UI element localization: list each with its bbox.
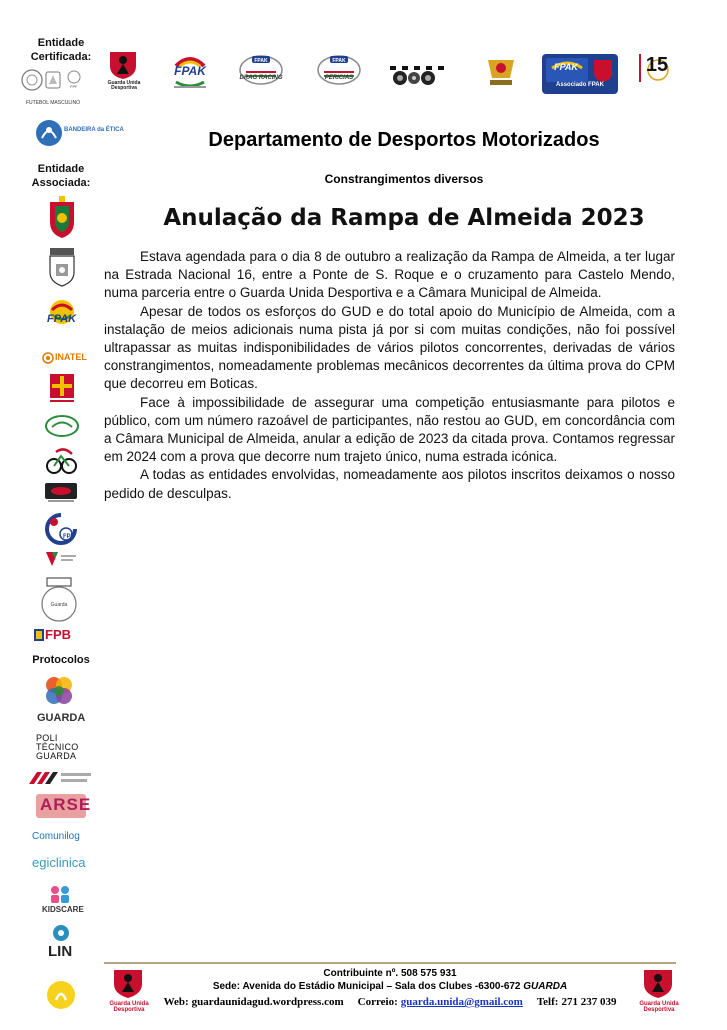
footer-sede <box>150 980 630 994</box>
politecnico-guarda-logo: POLI TÉCNICO GUARDA <box>36 733 79 761</box>
dark-badge-logo <box>44 482 78 504</box>
guarda-unida-desportiva-logo <box>106 50 140 80</box>
svg-text:FPAK: FPAK <box>254 58 268 64</box>
fpak-caption: FPAK <box>47 313 77 325</box>
fpak-associado-logo <box>542 54 618 94</box>
escola-logo <box>28 770 94 786</box>
fpb-logo: FPB <box>45 627 71 642</box>
guarda-crest-outline <box>38 576 80 622</box>
kidscare-icon <box>48 884 72 904</box>
futebol-masculino-caption: FUTEBOL MASCULINO <box>26 100 80 106</box>
header-logo-strip <box>104 46 704 98</box>
svg-text:FPAK: FPAK <box>332 58 346 64</box>
guarda-municipal-crest <box>47 248 77 288</box>
footer-contact <box>150 967 630 1010</box>
portugal-federation-crest <box>46 196 78 240</box>
fpak-associado-mark: FPAK <box>554 62 578 72</box>
document-subtitle: Constrangimentos diversos <box>324 172 484 186</box>
comunilog-logo: Comunilog <box>32 831 80 842</box>
paragraph: Face à impossibilidade de assegurar uma competição entusiasmante para pilotos e público, com um número razoável de participantes, não restou ao GUD, em concordância com a Câmara Municipal de Almeida, anular a edição de 2023 da citada prova. Contamos regressar em 2024 com a prova que decorre num trajeto único, numa estrada icónica. <box>104 394 675 465</box>
inatel-logo: INATEL <box>55 352 87 362</box>
associated-heading: Entidade Associada: <box>31 163 91 189</box>
fpp-logo: FPP <box>63 534 75 540</box>
paragraph: Estava agendada para o dia 8 de outubro a realização da Rampa de Almeida, a ter lugar na Estrada Nacional 16, entre a Ponte de S. Roque e o cruzamento para Castelo Mendo, numa parceria entre o Guarda Unida Desportiva e a Câmara Municipal de Almeida. <box>104 249 675 301</box>
racing-wheels-logo <box>384 62 444 86</box>
footer-logo-left-caption: Guarda Unida Desportiva <box>109 1001 149 1013</box>
bandeira-etica-logo <box>34 118 64 148</box>
protocols-heading: Protocolos <box>32 654 90 666</box>
kidscare-logo: KIDSCARE <box>42 905 84 914</box>
footer-phone: 271 237 039 <box>561 996 617 1008</box>
inatel-icon <box>42 352 54 364</box>
gold-badge-logo <box>482 56 520 88</box>
fpak-associado-caption: Associado FPAK <box>556 82 604 88</box>
fifteen-years-caption: 15 <box>645 54 669 76</box>
futebol-masculino-logo <box>20 68 86 98</box>
municipio-da-guarda-logo <box>42 674 76 710</box>
fpak-header-caption: FPAK <box>174 64 206 78</box>
cycling-federation-logo <box>44 446 78 476</box>
fpak-pericias-caption: PERICIAS <box>324 75 354 81</box>
lin-icon <box>52 924 70 942</box>
federacao-portuguesa-de-tiro-logo <box>48 372 76 404</box>
footer-links <box>150 995 630 1010</box>
arse-logo: ARSE <box>40 795 92 814</box>
footer-phone-label: Telf: <box>536 996 559 1008</box>
paragraph: Apesar de todos os esforços do GUD e do total apoio do Município de Almeida, com a instalação de meios adicionais numa pista já por si com muitas condições, não foi possível ultrapassar as muitas indisponibilidades de vários pilotos concorrentes, derivadas de vários constrangimentos, nomeadamente problemas mecânicos decorrentes da última prova do CPM que decorreu em Boticas. <box>104 303 675 392</box>
svg-text:FPF: FPF <box>70 84 78 89</box>
footer-email-link[interactable]: guarda.unida@gmail.com <box>400 996 523 1008</box>
document-body <box>104 248 675 503</box>
svg-text:Guarda: Guarda <box>50 602 68 608</box>
yellow-circle-logo <box>46 980 76 1010</box>
footer-email-label: Correio: <box>357 996 398 1008</box>
footer-contribuinte: Contribuinte nº. 508 575 931 <box>323 968 457 979</box>
footer-web-label: Web: <box>163 996 189 1008</box>
footer-logo-left <box>110 968 146 1005</box>
document-title: Anulação da Rampa de Almeida 2023 <box>163 205 645 231</box>
footer-web[interactable]: guardaunidagud.wordpress.com <box>191 996 344 1008</box>
fpak-pericias-logo <box>316 52 362 92</box>
footer-divider <box>104 962 676 964</box>
green-oval-logo <box>44 414 80 438</box>
footer-sede-address: Sede: Avenida do Estádio Municipal – Sala dos Clubes -6300-672 <box>212 981 521 992</box>
footer-logo-right-caption: Guarda Unida Desportiva <box>639 1001 679 1013</box>
fpak-drag-racing-caption: DRAG RACING <box>239 75 283 81</box>
guarda-unida-desportiva-caption: Guarda Unida Desportiva <box>107 80 141 91</box>
footer-sede-city: GUARDA <box>523 981 568 992</box>
bandeira-etica-caption: BANDEIRA da ÉTICA <box>64 127 124 133</box>
red-green-pennant-logo <box>44 550 78 570</box>
fpak-drag-racing-logo <box>238 52 284 92</box>
egiclinica-logo: egiclinica <box>32 855 86 870</box>
footer-logo-right <box>640 968 676 1005</box>
fpp-logo-mark <box>44 512 78 546</box>
lin-logo: LIN <box>48 943 73 960</box>
certified-heading: Entidade Certificada: <box>30 37 92 63</box>
paragraph: A todas as entidades envolvidas, nomeadamente aos pilotos inscritos deixamos o nosso pedido de desculpas. <box>104 467 675 501</box>
department-title: Departamento de Desportos Motorizados <box>208 129 600 151</box>
municipio-da-guarda-caption: GUARDA <box>37 712 86 724</box>
